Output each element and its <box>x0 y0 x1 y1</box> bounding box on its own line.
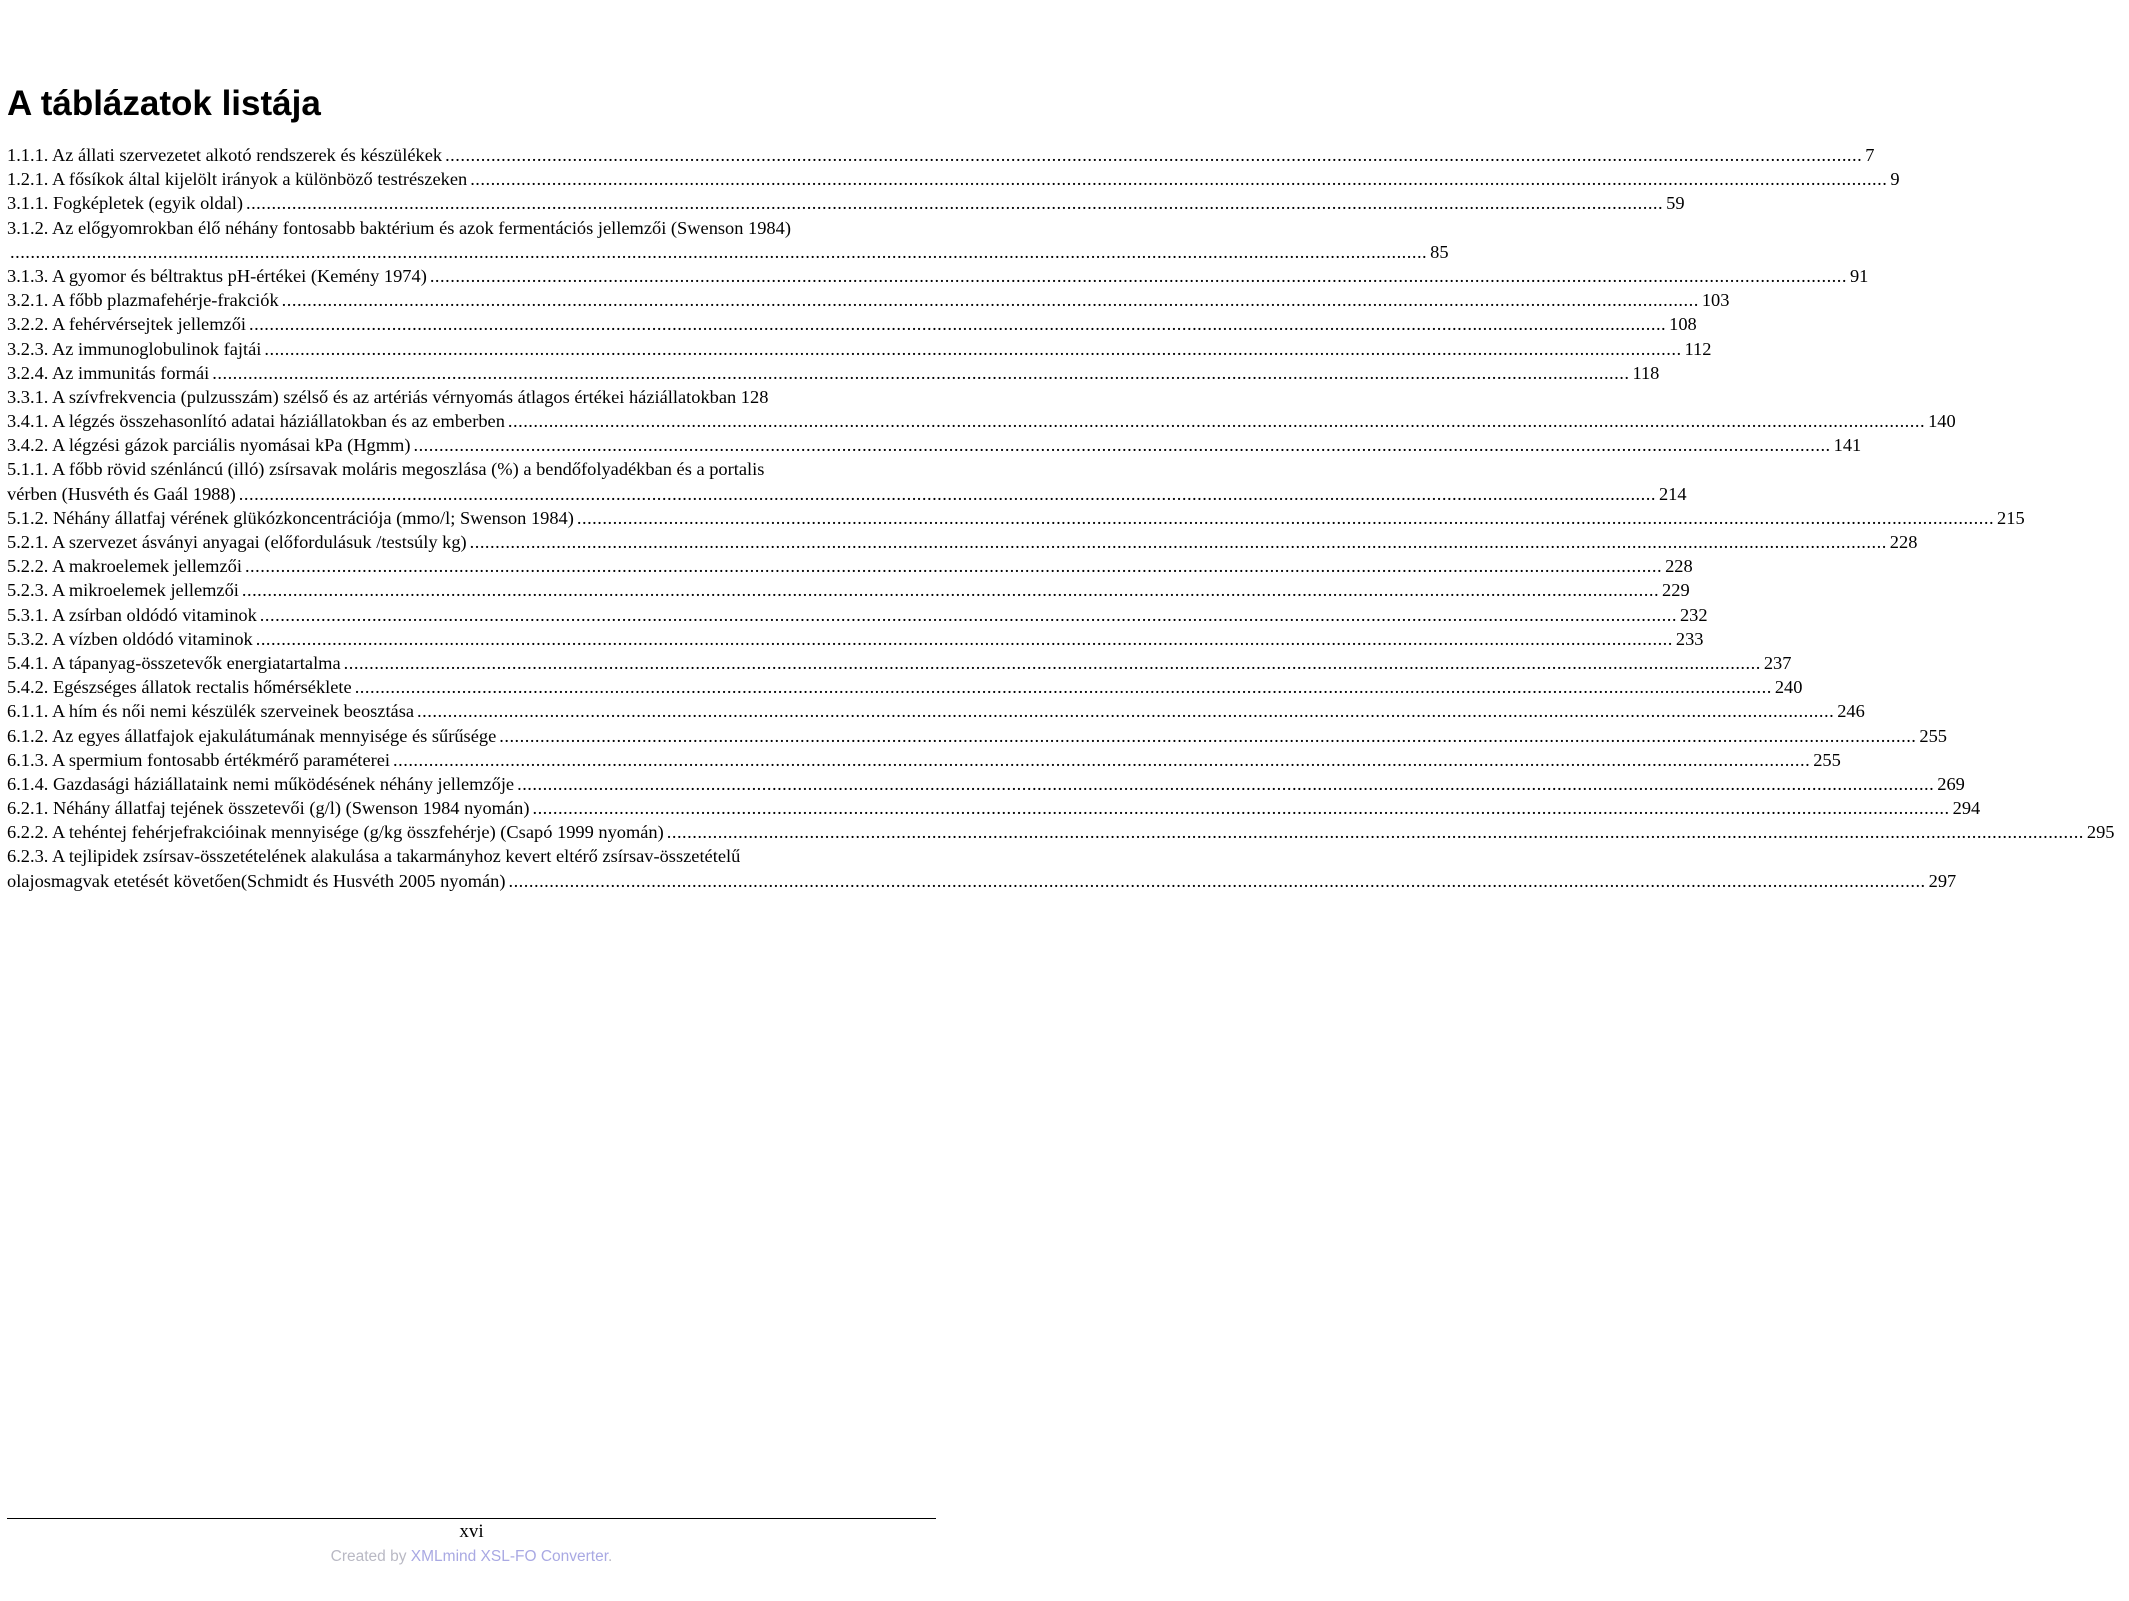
toc-entry-title: 6.2.1. Néhány állatfaj tejének összetevői (g/l) (Swenson 1984 nyomán) <box>7 798 530 819</box>
toc-entry-title: 5.2.1. A szervezet ásványi anyagai (előfordulásuk /testsúly kg) <box>7 532 467 552</box>
toc-entry-title: 3.4.1. A légzés összehasonlító adatai háziállatokban és az emberben <box>7 411 505 432</box>
toc-entry-title: 3.1.3. A gyomor és béltraktus pH-értékei (Kemény 1974) <box>7 265 427 286</box>
toc-entry[interactable] <box>7 337 1712 361</box>
toc-entry[interactable] <box>7 288 1730 312</box>
toc-entry-title: 3.4.2. A légzési gázok parciális nyomásai kPa (Hgmm) <box>7 435 411 456</box>
toc-entry[interactable] <box>7 724 1947 748</box>
toc-entry-page: 294 <box>1952 798 1981 819</box>
converter-link[interactable]: XMLmind XSL-FO Converter <box>410 1548 609 1565</box>
dot-leader <box>430 264 1847 288</box>
toc-entry-page: 140 <box>1928 411 1956 432</box>
toc-entry[interactable] <box>7 361 1660 385</box>
toc-entry[interactable] <box>7 191 1685 215</box>
toc-entry-page: 232 <box>1679 604 1708 625</box>
toc-entry[interactable] <box>7 772 1965 796</box>
dot-leader <box>413 433 1830 457</box>
toc-entry-page: 255 <box>1919 725 1947 746</box>
toc-entry-page: 233 <box>1675 628 1704 649</box>
dot-leader <box>532 796 1949 820</box>
toc-entry-page: 215 <box>1997 507 2025 528</box>
toc-entry[interactable] <box>7 699 1865 723</box>
toc-entry[interactable] <box>7 409 1956 433</box>
toc-entry[interactable]: 3.1.2. Az előgyomrokban élő néhány fontosabb baktérium és azok fermentációs jellemzői (Swenson 1984) <box>7 217 791 238</box>
dot-leader <box>508 869 1925 893</box>
dot-leader <box>517 772 1934 796</box>
dot-leader <box>508 409 1925 433</box>
toc-entry-title: 3.2.3. Az immunoglobulinok fajtái <box>7 338 262 359</box>
toc-entry-page: 269 <box>1937 773 1965 794</box>
toc-entry[interactable] <box>7 651 1792 675</box>
toc-entry[interactable] <box>7 530 1918 554</box>
dot-leader <box>245 554 1662 578</box>
toc-entry[interactable] <box>7 143 1875 167</box>
dot-leader <box>393 748 1810 772</box>
toc-entry-title: 5.4.2. Egészséges állatok rectalis hőmérséklete <box>7 677 352 698</box>
toc-entry-title: 1.2.1. A fősíkok által kijelölt irányok a különböző testrészeken <box>7 169 468 190</box>
toc-entry[interactable] <box>7 240 1449 264</box>
toc-entry[interactable] <box>7 506 2025 530</box>
toc-entry-page: 228 <box>1665 556 1693 577</box>
toc-entry-page: 112 <box>1684 338 1712 359</box>
toc-entry-title: 6.1.2. Az egyes állatfajok ejakulátumának mennyisége és sűrűsége <box>7 725 497 746</box>
toc-entry[interactable] <box>7 554 1693 578</box>
dot-leader <box>344 651 1761 675</box>
toc-entry[interactable] <box>7 312 1697 336</box>
dot-leader <box>417 699 1834 723</box>
toc-entry-page: 240 <box>1774 677 1803 698</box>
toc-entry-page: 246 <box>1837 701 1865 722</box>
toc-entry-title: 6.1.4. Gazdasági háziállataink nemi működésének néhány jellemzője <box>7 773 515 794</box>
toc-entry[interactable]: 6.2.3. A tejlipidek zsírsav-összetételének alakulása a takarmányhoz kevert eltérő zsírsav-összetételű <box>7 846 741 867</box>
page-title: A táblázatok listája <box>7 84 321 123</box>
toc-entry-title: 3.1.1. Fogképletek (egyik oldal) <box>7 193 243 214</box>
toc-entry[interactable] <box>7 869 1957 893</box>
toc-entry[interactable] <box>7 820 2115 844</box>
toc-entry-page: 103 <box>1701 290 1730 311</box>
toc-entry-page: 59 <box>1666 193 1685 214</box>
toc-entry-title: 5.1.2. Néhány állatfaj vérének glükózkoncentrációja (mmo/l; Swenson 1984) <box>7 507 574 528</box>
footer-divider <box>7 1518 936 1519</box>
toc-entry-page: 141 <box>1833 435 1862 456</box>
dot-leader <box>256 627 1673 651</box>
toc-entry[interactable]: 5.1.1. A főbb rövid szénláncú (illó) zsírsavak moláris megoszlása (%) a bendőfolyadékban és a portalis <box>7 459 765 480</box>
toc-entry-page: 237 <box>1763 652 1792 673</box>
dot-leader <box>470 530 1887 554</box>
toc-entry-page: 85 <box>1430 241 1449 262</box>
toc-entry[interactable]: 3.3.1. A szívfrekvencia (pulzusszám) szélső és az artériás vérnyomás átlagos értékei háziállatokban 128 <box>7 386 769 407</box>
toc-entry-title: 5.3.1. A zsírban oldódó vitaminok <box>7 604 257 625</box>
table-list <box>7 143 2115 893</box>
toc-entry-title: 3.2.4. Az immunitás formái <box>7 362 210 383</box>
toc-entry-title: 3.2.2. A fehérvérsejtek jellemzői <box>7 314 246 335</box>
toc-entry[interactable] <box>7 675 1803 699</box>
created-prefix: Created by <box>330 1548 407 1565</box>
dot-leader <box>249 312 1666 336</box>
toc-entry[interactable] <box>7 167 1900 191</box>
toc-entry-page: 9 <box>1890 169 1900 190</box>
created-suffix: . <box>608 1548 613 1565</box>
toc-entry-title: 3.2.1. A főbb plazmafehérje-frakciók <box>7 290 279 311</box>
toc-entry-page: 118 <box>1632 362 1660 383</box>
toc-entry[interactable] <box>7 578 1690 602</box>
toc-entry-title: vérben (Husvéth és Gaál 1988) <box>7 483 236 504</box>
dot-leader <box>246 191 1663 215</box>
toc-entry-page: 7 <box>1865 145 1875 165</box>
toc-entry-title: 6.1.1. A hím és női nemi készülék szerveinek beosztása <box>7 701 415 722</box>
dot-leader <box>264 337 1681 361</box>
dot-leader <box>260 603 1677 627</box>
dot-leader <box>667 820 2084 844</box>
dot-leader <box>445 143 1862 167</box>
dot-leader <box>242 578 1659 602</box>
toc-entry[interactable] <box>7 482 1687 506</box>
dot-leader <box>577 506 1994 530</box>
toc-entry[interactable] <box>7 603 1708 627</box>
dot-leader <box>212 361 1629 385</box>
toc-entry-title: 6.1.3. A spermium fontosabb értékmérő paraméterei <box>7 749 391 770</box>
toc-entry-page: 108 <box>1669 314 1697 335</box>
toc-entry-page: 228 <box>1889 532 1918 552</box>
dot-leader <box>10 240 1427 264</box>
dot-leader <box>470 167 1887 191</box>
created-by-notice <box>0 1548 943 1566</box>
toc-entry[interactable] <box>7 264 1869 288</box>
dot-leader <box>282 288 1699 312</box>
toc-entry-page: 295 <box>2086 822 2115 843</box>
dot-leader <box>499 724 1916 748</box>
toc-entry-title: olajosmagvak etetését követően(Schmidt és Husvéth 2005 nyomán) <box>7 870 506 891</box>
toc-entry-page: 91 <box>1849 265 1869 286</box>
toc-entry-page: 255 <box>1813 749 1841 770</box>
toc-entry-title: 6.2.2. A tehéntej fehérjefrakcióinak mennyisége (g/kg összfehérje) (Csapó 1999 nyomán) <box>7 822 664 843</box>
toc-entry[interactable] <box>7 796 1981 820</box>
toc-entry-page: 229 <box>1662 580 1690 601</box>
dot-leader <box>239 482 1656 506</box>
toc-entry-title: 1.1.1. Az állati szervezetet alkotó rendszerek és készülékek <box>7 145 443 165</box>
page-number: xvi <box>459 1521 484 1542</box>
toc-entry-page: 214 <box>1658 483 1687 504</box>
toc-entry-title: 5.4.1. A tápanyag-összetevők energiatartalma <box>7 652 341 673</box>
toc-entry[interactable] <box>7 433 1862 457</box>
toc-entry-page: 297 <box>1928 870 1957 891</box>
dot-leader <box>355 675 1772 699</box>
toc-entry-title: 5.2.3. A mikroelemek jellemzői <box>7 580 239 601</box>
toc-entry[interactable] <box>7 627 1704 651</box>
toc-entry-title: 5.3.2. A vízben oldódó vitaminok <box>7 628 253 649</box>
toc-entry-title: 5.2.2. A makroelemek jellemzői <box>7 556 242 577</box>
toc-entry[interactable] <box>7 748 1841 772</box>
